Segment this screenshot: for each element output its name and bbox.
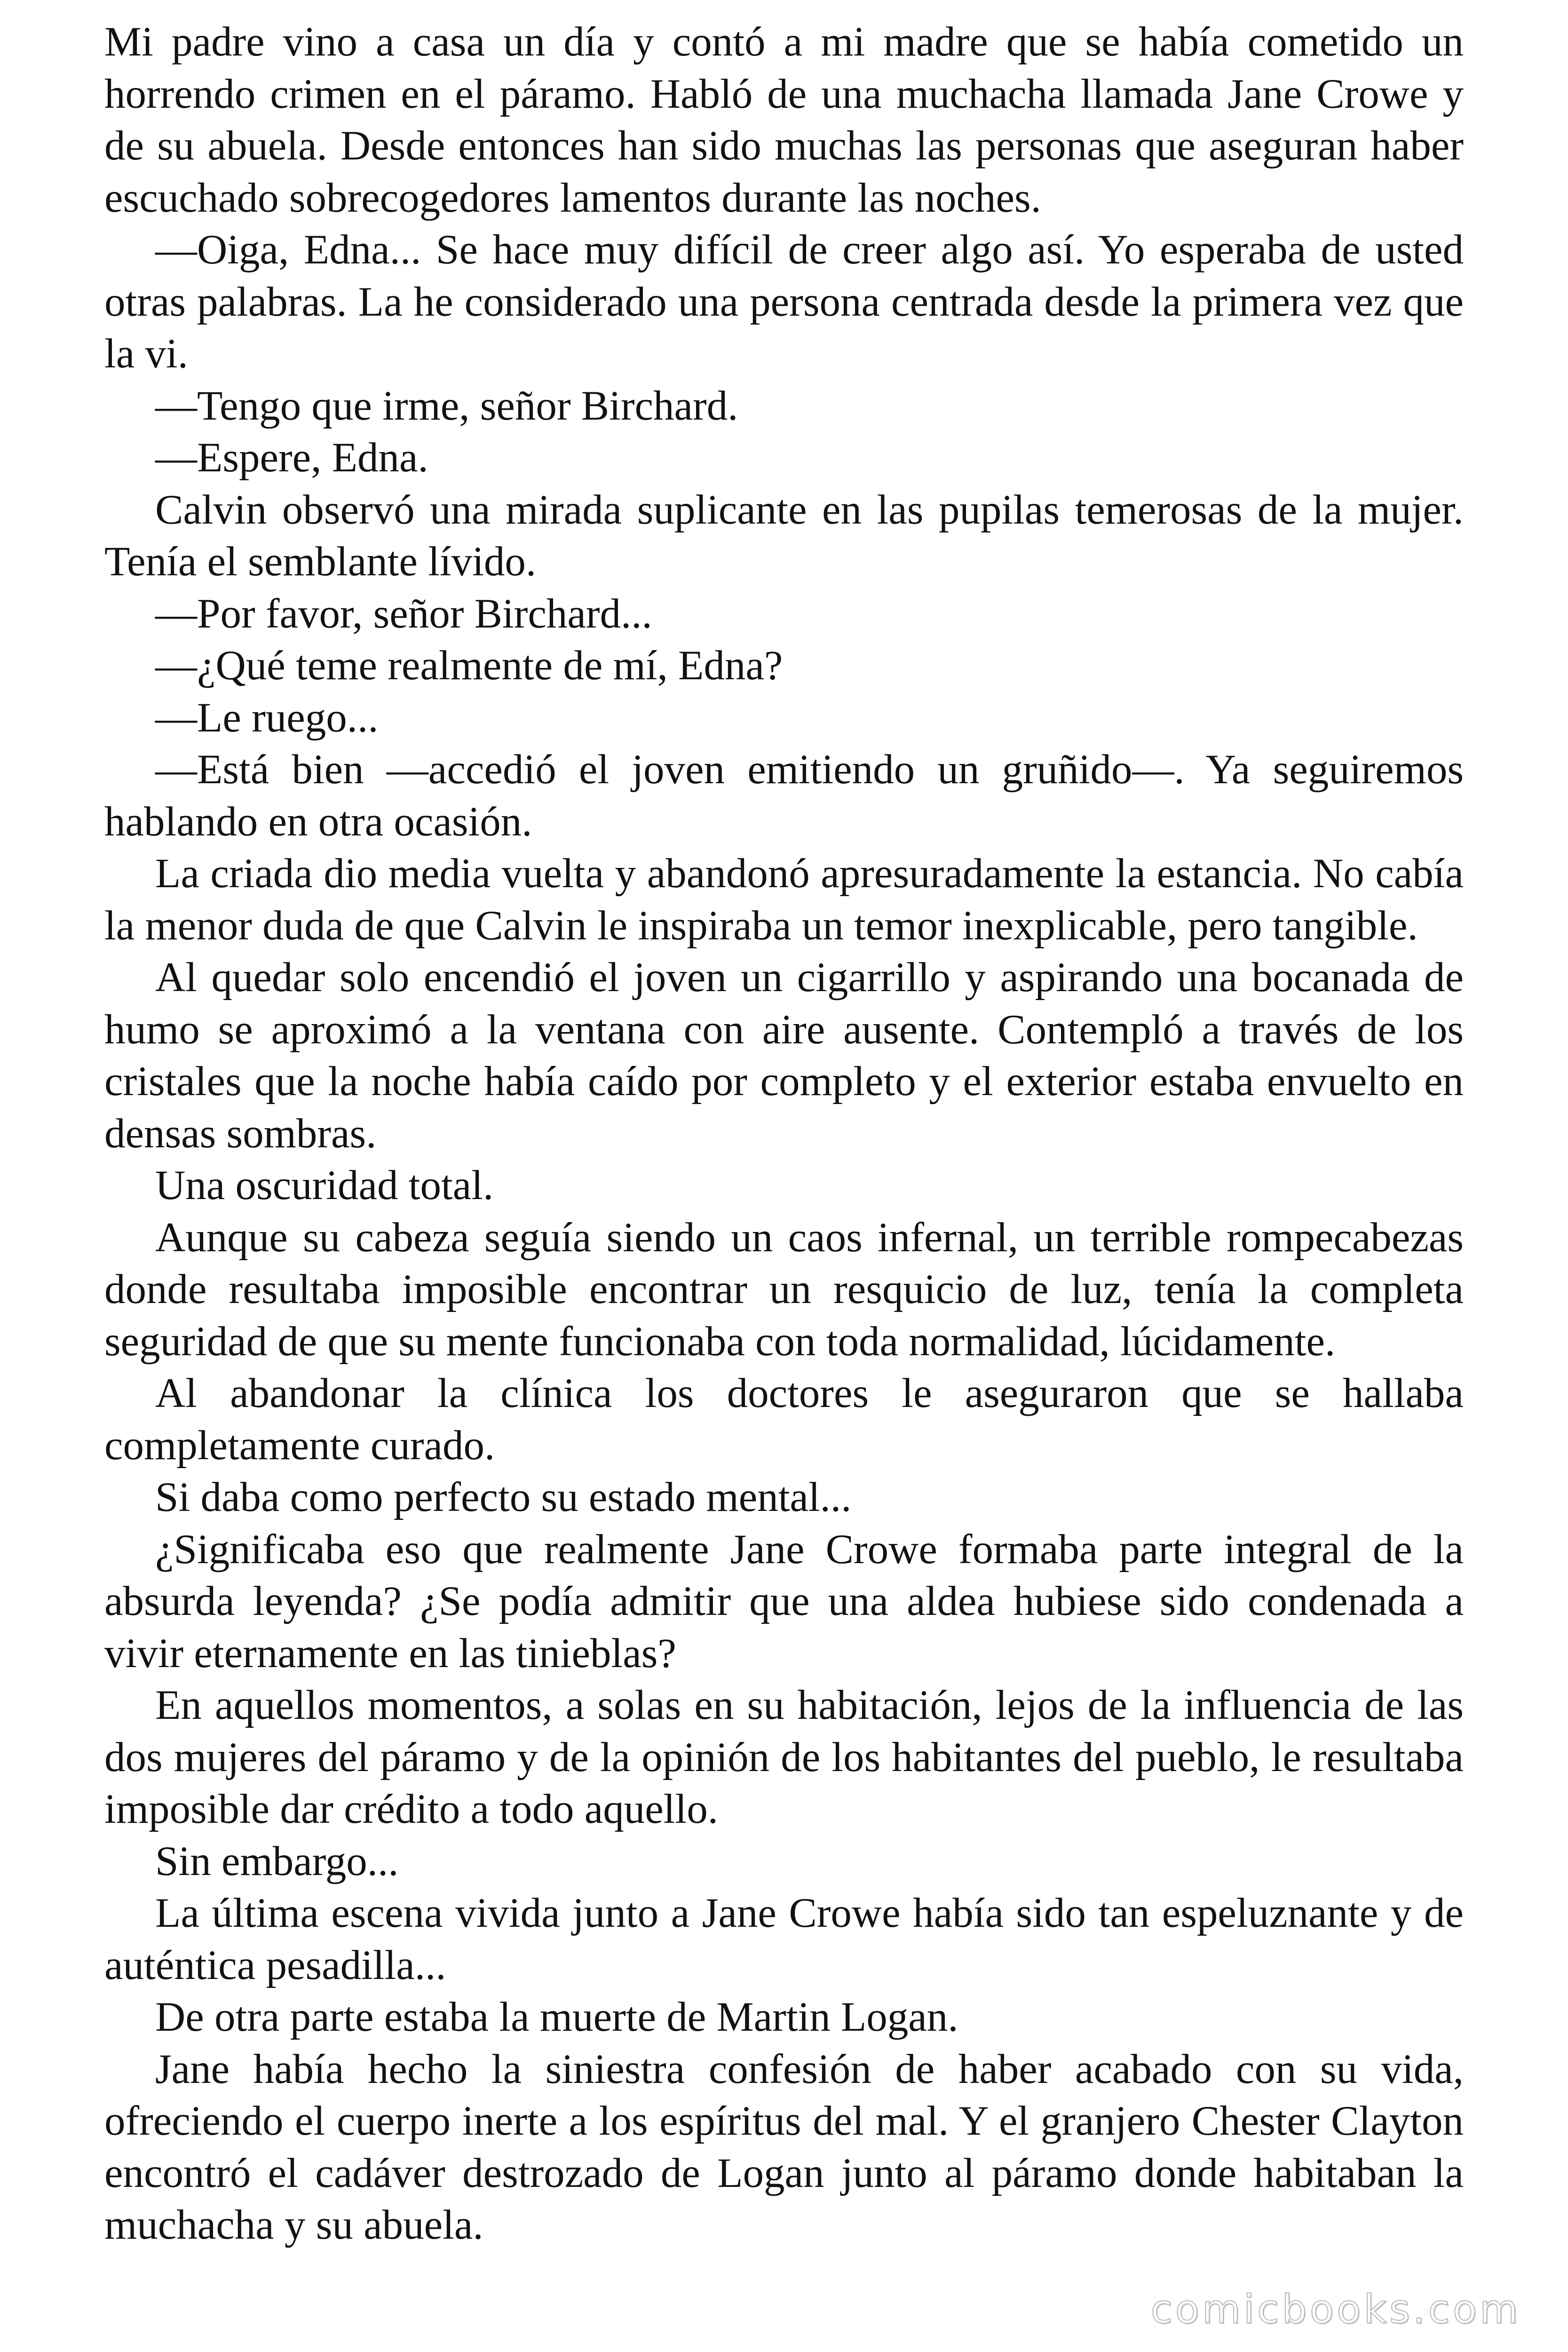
- paragraph-14: Al abandonar la clínica los doctores le aseguraron que se hallaba completamente curado.: [104, 1370, 1464, 1469]
- paragraph-7: —¿Qué teme realmente de mí, Edna?: [155, 643, 783, 689]
- paragraph-12: Una oscuridad total.: [155, 1162, 494, 1208]
- paragraph-13: Aunque su cabeza seguía siendo un caos infernal, un terrible rompecabezas donde resultaba imposible encontrar un resquicio de luz, tenía la completa seguridad de que su mente funcionaba con toda normalidad, lúcidamente.: [104, 1214, 1464, 1365]
- paragraph-20: De otra parte estaba la muerte de Martin Logan.: [155, 1994, 958, 2040]
- paragraph-8: —Le ruego...: [155, 694, 379, 741]
- watermark: comicbooks.com: [1150, 2286, 1521, 2332]
- paragraph-18: Sin embargo...: [155, 1838, 399, 1884]
- paragraph-4: —Espere, Edna.: [155, 435, 428, 481]
- paragraph-17: En aquellos momentos, a solas en su habitación, lejos de la influencia de las dos mujeres del páramo y de la opinión de los habitantes del pueblo, le resultaba imposible dar crédito a todo aquello.: [104, 1682, 1464, 1832]
- paragraph-10: La criada dio media vuelta y abandonó apresuradamente la estancia. No cabía la menor duda de que Calvin le inspiraba un temor inexplicable, pero tangible.: [104, 850, 1464, 949]
- paragraph-15: Si daba como perfecto su estado mental...: [155, 1474, 852, 1520]
- page-body: [104, 16, 1464, 2251]
- paragraph-2: —Oiga, Edna... Se hace muy difícil de creer algo así. Yo esperaba de usted otras palabras. La he considerado una persona centrada desde la primera vez que la vi.: [104, 227, 1464, 377]
- paragraph-6: —Por favor, señor Birchard...: [155, 590, 652, 637]
- paragraph-21: Jane había hecho la siniestra confesión de haber acabado con su vida, ofreciendo el cuerpo inerte a los espíritus del mal. Y el granjero Chester Clayton encontró el cadáver destrozado de Logan junto al páramo donde habitaban la muchacha y su abuela.: [104, 2046, 1464, 2248]
- paragraph-19: La última escena vivida junto a Jane Crowe había sido tan espeluznante y de auténtica pesadilla...: [104, 1890, 1464, 1988]
- paragraph-9: —Está bien —accedió el joven emitiendo un gruñido—. Ya seguiremos hablando en otra ocasión.: [104, 747, 1464, 845]
- paragraph-5: Calvin observó una mirada suplicante en las pupilas temerosas de la mujer. Tenía el semblante lívido.: [104, 486, 1464, 585]
- paragraph-1: Mi padre vino a casa un día y contó a mi madre que se había cometido un horrendo crimen en el páramo. Habló de una muchacha llamada Jane Crowe y de su abuela. Desde entonces han sido muchas las personas que aseguran haber escuchado sobrecogedores lamentos durante las noches.: [104, 19, 1464, 221]
- paragraph-16: ¿Significaba eso que realmente Jane Crowe formaba parte integral de la absurda leyenda? ¿Se podía admitir que una aldea hubiese sido condenada a vivir eternamente en las tinieblas?: [104, 1526, 1464, 1677]
- paragraph-11: Al quedar solo encendió el joven un cigarrillo y aspirando una bocanada de humo se aproximó a la ventana con aire ausente. Contempló a través de los cristales que la noche había caído por completo y el exterior estaba envuelto en densas sombras.: [104, 954, 1464, 1157]
- paragraph-3: —Tengo que irme, señor Birchard.: [155, 382, 738, 429]
